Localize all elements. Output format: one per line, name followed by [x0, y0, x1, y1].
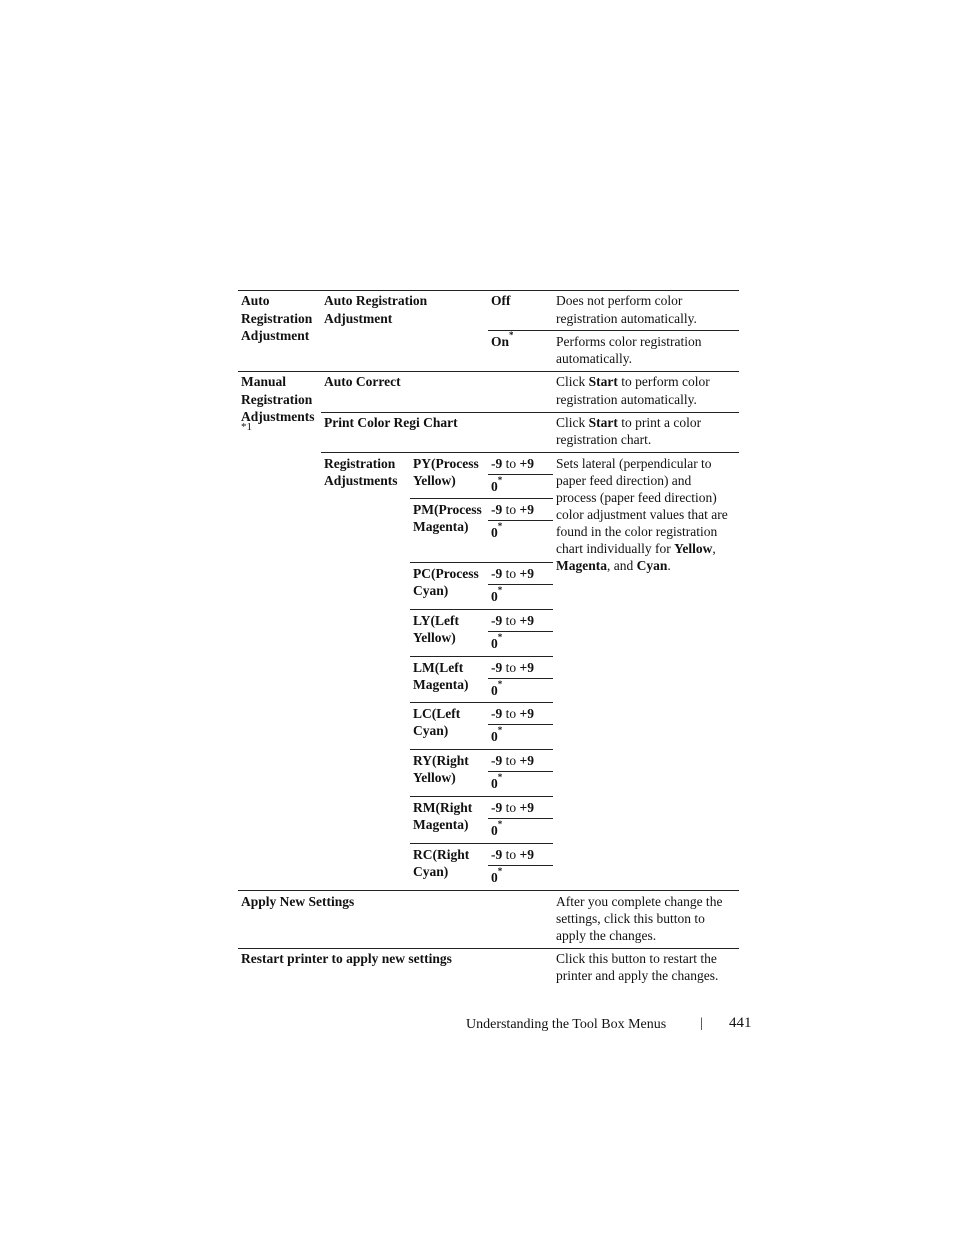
reg-item-label-line1: PC(Process	[413, 566, 479, 581]
reg-item-range: -9 to +9	[491, 660, 534, 675]
auto-reg-on-desc-1: Performs color registration	[556, 334, 702, 349]
reg-item-default: 0*	[491, 866, 503, 885]
rule-item-separator	[410, 702, 553, 703]
print-chart-desc-2: registration chart.	[556, 432, 652, 447]
reg-adj-desc-5: found in the color registration	[556, 524, 718, 539]
reg-item-label-line2: Yellow)	[413, 473, 456, 488]
reg-item-label-line2: Cyan)	[413, 723, 449, 738]
default-mark: *	[509, 330, 514, 340]
reg-adj-desc-1: Sets lateral (perpendicular to	[556, 456, 712, 471]
rule-item-separator	[410, 609, 553, 610]
rule-on	[488, 330, 739, 331]
default-mark: *	[497, 725, 503, 735]
auto-correct-label: Auto Correct	[324, 374, 401, 389]
rule-item-separator	[410, 749, 553, 750]
reg-adj-desc-7: Magenta, and Cyan.	[556, 558, 671, 573]
reg-item-label-line1: PY(Process	[413, 456, 479, 471]
reg-item-label-line1: RY(Right	[413, 753, 469, 768]
footer-title: Understanding the Tool Box Menus	[466, 1017, 667, 1032]
reg-item-label-line1: RC(Right	[413, 847, 470, 862]
default-mark: *	[497, 772, 503, 782]
reg-adj-desc-3: process (paper feed direction)	[556, 490, 717, 505]
reg-item-range: -9 to +9	[491, 502, 534, 517]
apply-desc-2: settings, click this button to	[556, 911, 705, 926]
auto-correct-desc-1: Click Start to perform color	[556, 374, 710, 389]
reg-item-label-line1: LY(Left	[413, 613, 459, 628]
reg-adj-label-1: Registration	[324, 456, 396, 471]
rule-item-separator	[410, 796, 553, 797]
reg-item-default: 0*	[491, 475, 503, 494]
apply-desc-3: apply the changes.	[556, 928, 657, 943]
reg-item-default: 0*	[491, 521, 503, 540]
reg-item-label-line2: Magenta)	[413, 519, 469, 534]
reg-item-range: -9 to +9	[491, 706, 534, 721]
reg-item-range: -9 to +9	[491, 566, 534, 581]
apply-desc-1: After you complete change the	[556, 894, 723, 909]
reg-item-default: 0*	[491, 772, 503, 791]
default-mark: *	[497, 679, 503, 689]
reg-item-label-line2: Cyan)	[413, 864, 449, 879]
default-mark: *	[497, 866, 503, 876]
rule-reg-adj	[321, 452, 739, 453]
reg-item-range: -9 to +9	[491, 847, 534, 862]
manual-reg-footnote: *1	[241, 421, 252, 433]
rule-apply	[238, 890, 739, 891]
reg-item-default: 0*	[491, 679, 503, 698]
page-number: 441	[729, 1015, 752, 1031]
default-mark: *	[497, 632, 503, 642]
reg-item-label-line1: LC(Left	[413, 706, 461, 721]
auto-reg-on-value: On*	[491, 330, 514, 349]
default-mark: *	[497, 819, 503, 829]
default-mark: *	[497, 585, 503, 595]
rule-print-chart	[321, 412, 739, 413]
auto-reg-on-desc-2: automatically.	[556, 351, 632, 366]
rule-item-separator	[410, 843, 553, 844]
footer-separator: |	[700, 1016, 703, 1031]
reg-item-label-line2: Magenta)	[413, 677, 469, 692]
print-chart-desc-1: Click Start to print a color	[556, 415, 702, 430]
print-chart-label: Print Color Regi Chart	[324, 415, 458, 430]
reg-adj-desc-6: chart individually for Yellow,	[556, 541, 716, 556]
rule-top	[238, 290, 739, 291]
default-mark: *	[497, 521, 503, 531]
rule-item-separator	[410, 656, 553, 657]
reg-item-label-line2: Cyan)	[413, 583, 449, 598]
default-mark: *	[497, 475, 503, 485]
auto-reg-item-1: Auto Registration	[324, 293, 428, 308]
reg-item-label-line1: RM(Right	[413, 800, 473, 815]
rule-item-separator	[410, 498, 553, 499]
reg-adj-label-2: Adjustments	[324, 473, 398, 488]
auto-correct-desc-2: registration automatically.	[556, 392, 697, 407]
rule-manual	[238, 371, 739, 372]
rule-item-separator	[410, 562, 553, 563]
manual-reg-menu-2: Registration	[241, 392, 313, 407]
restart-label: Restart printer to apply new settings	[241, 951, 452, 966]
reg-item-label-line1: LM(Left	[413, 660, 464, 675]
reg-item-label-line2: Yellow)	[413, 770, 456, 785]
reg-item-range: -9 to +9	[491, 800, 534, 815]
manual-reg-menu-3: Adjustments	[241, 409, 315, 424]
reg-adj-desc-4: color adjustment values that are	[556, 507, 728, 522]
auto-reg-item-2: Adjustment	[324, 311, 393, 326]
reg-item-default: 0*	[491, 725, 503, 744]
reg-item-label-line2: Yellow)	[413, 630, 456, 645]
reg-adj-desc-2: paper feed direction) and	[556, 473, 692, 488]
reg-item-range: -9 to +9	[491, 613, 534, 628]
rule-restart	[238, 948, 739, 949]
restart-desc-1: Click this button to restart the	[556, 951, 717, 966]
reg-item-default: 0*	[491, 819, 503, 838]
auto-reg-menu-1: Auto	[241, 293, 270, 308]
auto-reg-menu-2: Registration	[241, 311, 313, 326]
reg-item-label-line2: Magenta)	[413, 817, 469, 832]
reg-item-label-line1: PM(Process	[413, 502, 482, 517]
auto-reg-menu-3: Adjustment	[241, 328, 310, 343]
auto-reg-off-value: Off	[491, 293, 511, 308]
auto-reg-off-desc-1: Does not perform color	[556, 293, 683, 308]
apply-settings-label: Apply New Settings	[241, 894, 355, 909]
manual-reg-menu-1: Manual	[241, 374, 287, 389]
reg-item-range: -9 to +9	[491, 456, 534, 471]
reg-item-default: 0*	[491, 585, 503, 604]
restart-desc-2: printer and apply the changes.	[556, 968, 719, 983]
auto-reg-off-desc-2: registration automatically.	[556, 311, 697, 326]
reg-item-default: 0*	[491, 632, 503, 651]
reg-item-range: -9 to +9	[491, 753, 534, 768]
